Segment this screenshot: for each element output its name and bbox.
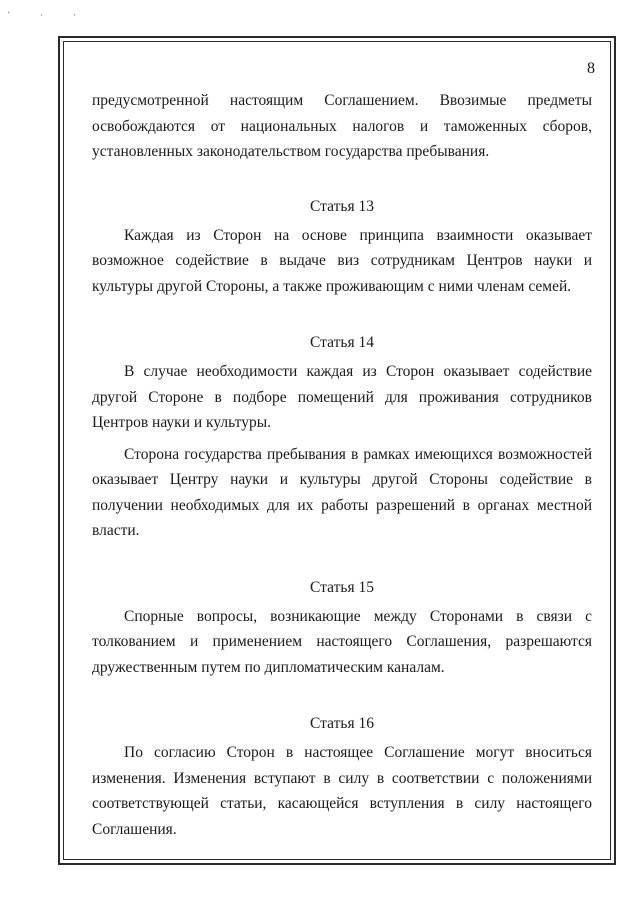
article-15-heading: Статья 15 [310,578,374,596]
article-16-heading: Статья 16 [310,715,374,732]
article-14-heading: Статья 14 [310,334,374,351]
article-14-paragraph-2: Сторона государства пребывания в рамках имеющихся возможностей оказывает Центру науки и культуры другой Стороны содействие в получении необходимых для их работы разрешений в органах местной власти. [92,445,592,539]
page-number: 8 [587,60,595,77]
article-13-heading: Статья 13 [310,197,374,215]
article-16-paragraph: По согласию Сторон в настоящее Соглашение могут вноситься изменения. Изменения вступают в силу в соответствии с положениями соответствующей статьи, касающейся вступления в силу настоящего Соглашения. [92,744,592,838]
article-13-paragraph: Каждая из Сторон на основе принципа взаимности оказывает возможное содействие в выдаче виз сотрудникам Центров науки и культуры другой Стороны, а также проживающим с ними членам семей. [92,226,592,295]
article-15-paragraph: Спорные вопросы, возникающие между Сторонами в связи с толкованием и применением настоящего Соглашения, разрешаются дружественным путем по дипломатическим каналам. [92,607,592,676]
paragraph-continuation: предусмотренной настоящим Соглашением. Ввозимые предметы освобождаются от национальных налогов и таможенных сборов, установленных законодательством государства пребывания. [92,92,592,160]
document-body [92,88,592,842]
article-14-paragraph-1: В случае необходимости каждая из Сторон оказывает содействие другой Стороне в подборе помещений для проживания сотрудников Центров науки и культуры. [92,363,592,431]
scan-marks: ' · · [8,10,91,20]
